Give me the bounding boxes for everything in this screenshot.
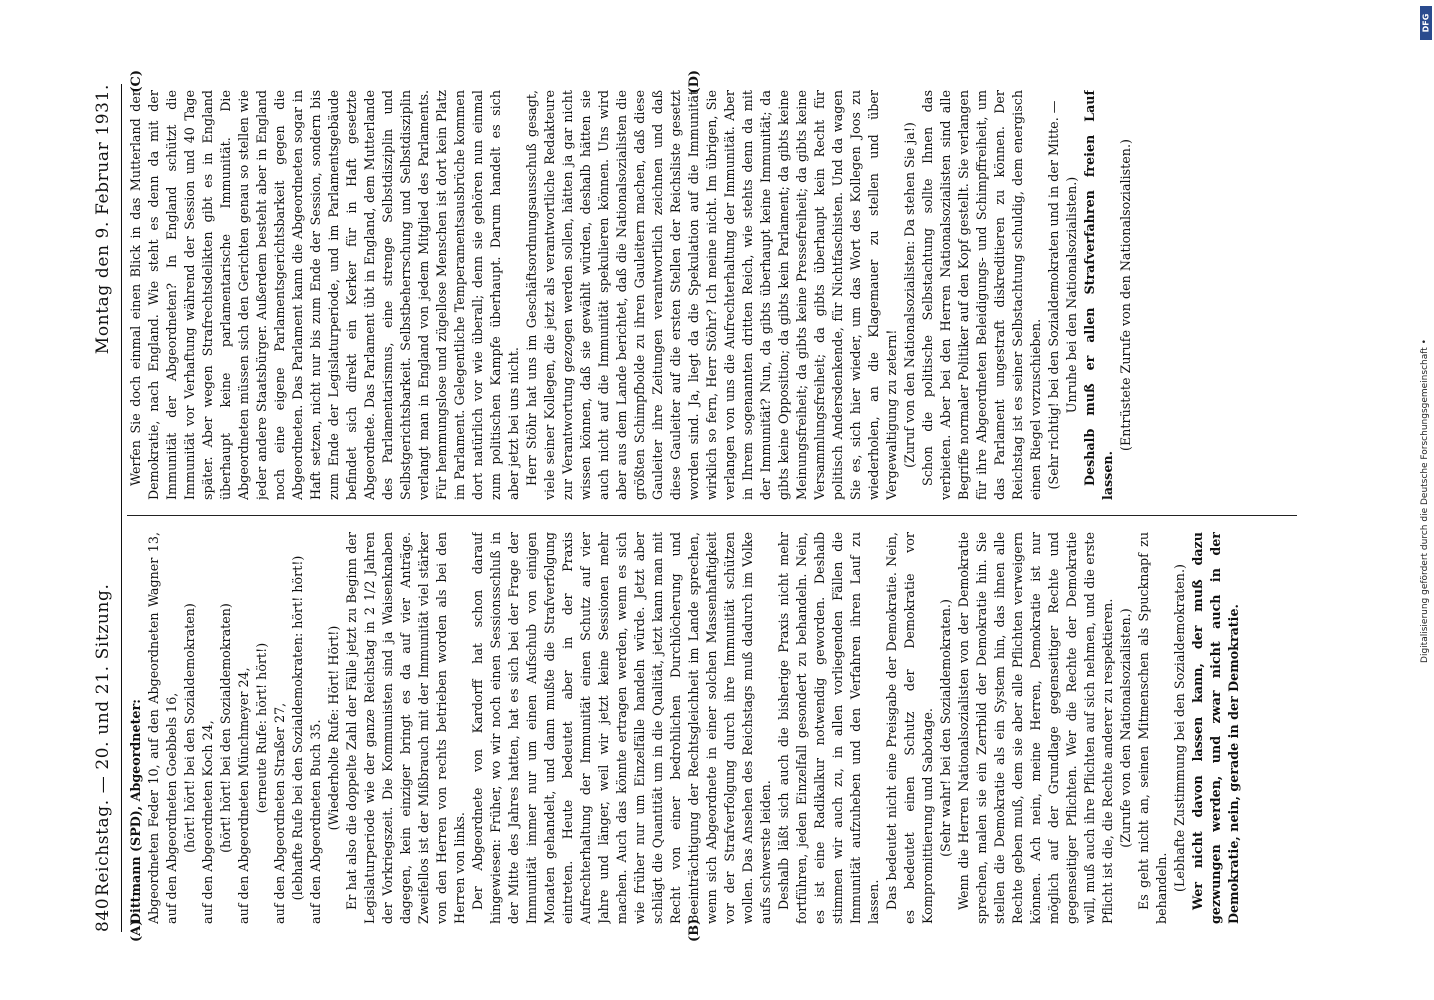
paragraph: Werfen Sie doch einmal einen Blick in das Mutterland der Demokratie, nach England. Wie steht es denn da mit der Immunität der Abgeordneten? In England schützt die Immunität vor Verhaftung während der Session und 40 Tage später. Aber wegen Strafrechtsdelikten gibt es in England überhaupt keine parlamentarische Immunität. Die Abgeordneten müssen sich den Gerichten genau so stellen wie jeder andere Staatsbürger. Außerdem besteht aber in England noch eine eigene Parlamentsgerichtsbarkeit gegen die Abgeordneten. Das Parlament kann die Abgeordneten sogar in Haft setzen, nicht nur bis zum Ende der Session, sondern bis zum Ende der Legislaturperiode, und im Parlamentsgebäude befindet sich direkt ein Kerker für in Haft gesetzte Abgeordnete. Das Parlament übt in England, dem Mutterlande des Parlamentarismus, eine strenge Selbstdisziplin und Selbstgerichtsbarkeit. Selbstbeherrschung und Selbstdisziplin verlangt man in England von jedem Mitglied des Parlaments. Für hemmungslose und zügellose Menschen ist dort kein Platz im Parlament. Gelegentliche Temperamentsausbrüche kommen dort natürlich vor wie überall; denn sie gehören nun einmal zum politischen Kampfe überhaupt. Darum handelt es sich aber jetzt bei uns nicht. [128,90,521,500]
paragraph: Der Abgeordnete von Kardorff hat schon darauf hingewiesen: Früher, wo wir noch einen Sessionsschluß in der Mitte des Jahres hatten, hat es sich bei der Frage der Immunität immer nur um einen Aufschub von einigen Monaten gehandelt, und dann mußte die Strafverfolgung eintreten. Heute bedeutet aber in der Praxis Aufrechterhaltung der Immunität einen Schutz auf vier Jahre und länger, weil wir jetzt keine Sessionen mehr machen. Auch das könnte ertragen werden, wenn es sich wie früher nur um Einzelfälle handeln würde. Jetzt aber schlägt die Quantität um in die Qualität, jetzt kann man mit Recht von einer bedrohlichen Durchlöcherung und Beeinträchtigung der Rechtsgleichheit im Lande sprechen, wenn sich Abgeordnete in einer solchen Massenhaftigkeit vor der Strafverfolgung durch ihre Immunität schützen wollen. Das Ansehen des Reichstags muß dadurch im Volke aufs schwerste leiden. [470,532,773,924]
paragraph: Schon die politische Selbstachtung sollte Ihnen das verbieten. Aber bei den Herren Nationalsozialisten sind alle Begriffe normaler Politiker auf den Kopf gestellt. Sie verlangen für ihre Abgeordneten Beleidigungs- und Schimpffreiheit, um das Parlament ungestraft diskreditieren zu können. Der Reichstag ist es seiner Selbstachtung schuldig, dem energisch einen Riegel vorzuschieben. [920,90,1043,500]
interjection: (Zuruf von den Nationalsozialisten: Da stehen Sie ja!) [902,122,917,468]
paragraph: auf den Abgeordneten Münchmeyer 24, [236,667,251,924]
interjection: (erneute Rufe: hört! hört!) [254,642,269,814]
speaker-line: Dittmann (SPD), Abgeordneter: [128,699,143,924]
column-divider [127,515,1297,516]
paragraph: Deshalb muß er allen Strafverfahren freien Lauf lassen. [1082,90,1115,500]
paragraph: Abgeordneten Feder 10, auf den Abgeordneten Wagner 13, auf den Abgeordneten Goebbels 16, [146,532,179,924]
interjection: (Lebhafte Zustimmung bei den Sozialdemokraten.) [1172,564,1187,892]
margin-mark-c: (C) [129,70,144,93]
header-rule [121,84,122,932]
paragraph: Deshalb läßt sich auch die bisherige Praxis nicht mehr fortführen, jeden Einzelfall gesondert zu behandeln. Nein, es ist eine Radikalkur notwendig geworden. Deshalb stimmen wir auch zu, in allen vorliegenden Fällen die Immunität aufzuheben und den Verfahren ihren Lauf zu lassen. [776,532,881,924]
interjection: (Sehr richtig! bei den Sozialdemokraten und in der Mitte. — Unruhe bei den Nationalsozialisten.) [1046,100,1079,490]
paragraph: auf den Abgeordneten Koch 24, [200,720,215,924]
paragraph: auf den Abgeordneten Straßer 27, [272,702,287,924]
paragraph: Das bedeutet nicht eine Preisgabe der Demokratie. Nein, es bedeutet einen Schutz der Demokratie vor Kompromittierung und Sabotage. [884,532,935,924]
margin-mark-a: (A) [129,919,144,942]
session-date: Montag den 9. Februar 1931. [93,84,113,355]
paragraph: Wenn die Herren Nationalsozialisten von der Demokratie sprechen, malen sie ein Zerrbild der Demokratie hin. Sie stellen die Demokratie als ein System hin, das ihnen alle Rechte geben muß, dem sie aber alle Pflichten verweigern können. Ach nein, meine Herren, Demokratie ist nur möglich auf der Grundlage gegenseitiger Rechte und gegenseitiger Pflichten. Wer die Rechte der Demokratie will, muß auch ihre Pflichten auf sich nehmen, und die erste Pflicht ist die, die Rechte anderer zu respektieren. [956,532,1115,924]
margin-mark-d: (D) [687,70,702,94]
interjection: (Entrüstete Zurufe von den Nationalsozialisten.) [1118,139,1133,451]
interjection: (hört! hört! bei den Sozialdemokraten) [218,603,233,853]
interjection: (Sehr wahr! bei den Sozialdemokraten.) [938,599,953,857]
left-column [127,532,1327,924]
interjection: (lebhafte Rufe bei den Sozialdemokraten: hört! hört!) [290,555,305,901]
running-title: Reichstag. — 20. und 21. Sitzung. [93,583,113,896]
interjection: (hört! hört! bei den Sozialdemokraten) [182,603,197,853]
page-header [93,84,121,932]
paragraph: Es geht nicht an, seinen Mitmenschen als Spucknapf zu behandeln. [1136,532,1169,924]
dfg-logo [1420,6,1432,40]
paragraph: Er hat also die doppelte Zahl der Fälle jetzt zu Beginn der Legislaturperiode wie der ganze Reichstag in 2 1/2 Jahren der Vorkriegszeit. Die Kommunisten sind ja Waisenknaben dagegen, kein einziger bringt es da auf vier Anträge. Zweifellos ist der Mißbrauch mit der Immunität viel stärker von den Herren von rechts betrieben worden als bei den Herren von links. [344,532,467,924]
paragraph: Wer nicht davon lassen kann, der muß dazu gezwungen werden, und zwar nicht auch in der Demokratie, nein, gerade in der Demokratie. [1190,532,1241,924]
digitization-credit-text: Digitalisierung gefördert durch die Deutsche Forschungsgemeinschaft • [1420,339,1430,663]
right-column [127,90,1327,500]
paragraph: Herr Stöhr hat uns im Geschäftsordnungsausschuß gesagt, viele seiner Kollegen, die jetzt als verantwortliche Redakteure zur Verantwortung gezogen werden sollen, hätten ja gar nicht wissen können, daß sie gewählt würden, deshalb hätten sie auch nicht auf die Immunität spekulieren können. Uns wird aber aus dem Lande berichtet, daß die Nationalsozialisten die größten Schimpfbolde zu ihren Gauleitern machen, daß diese Gauleiter ihre Zeitungen verantwortlich zeichnen und daß diese Gauleiter auf die ersten Stellen der Reichsliste gesetzt worden sind. Ja, liegt da die Spekulation auf die Immunität wirklich so fern, Herr Stöhr? Ich meine nicht. Im übrigen, Sie verlangen von uns die Aufrechterhaltung der Immunität. Aber in Ihrem sogenannten dritten Reich, wie stehts denn da mit der Immunität? Nun, da gibts überhaupt keine Immunität; da gibts keine Opposition; da gibts kein Parlament; da gibts keine Meinungsfreiheit; da gibts keine Pressefreiheit; da gibts keine Versammlungsfreiheit; da gibts überhaupt kein Recht für politisch Andersdenkende, für Nichtfaschisten. Und da wagen Sie es, sich hier wieder, um das Wort des Kollegen Joos zu wiederholen, an die Klagemauer zu stellen und über Vergewaltigung zu zetern! [524,90,899,500]
margin-mark-b: (B) [687,918,702,942]
interjection: (Wiederholte Rufe: Hört! Hört!) [326,625,341,831]
interjection: (Zurufe von den Nationalsozialisten.) [1118,608,1133,848]
dfg-logo-text: DFG [1421,13,1431,33]
page-number: 840 [93,897,113,932]
digitization-credit [1418,6,1432,996]
paragraph: auf den Abgeordneten Buch 35. [308,719,323,924]
document-page [87,66,1347,946]
